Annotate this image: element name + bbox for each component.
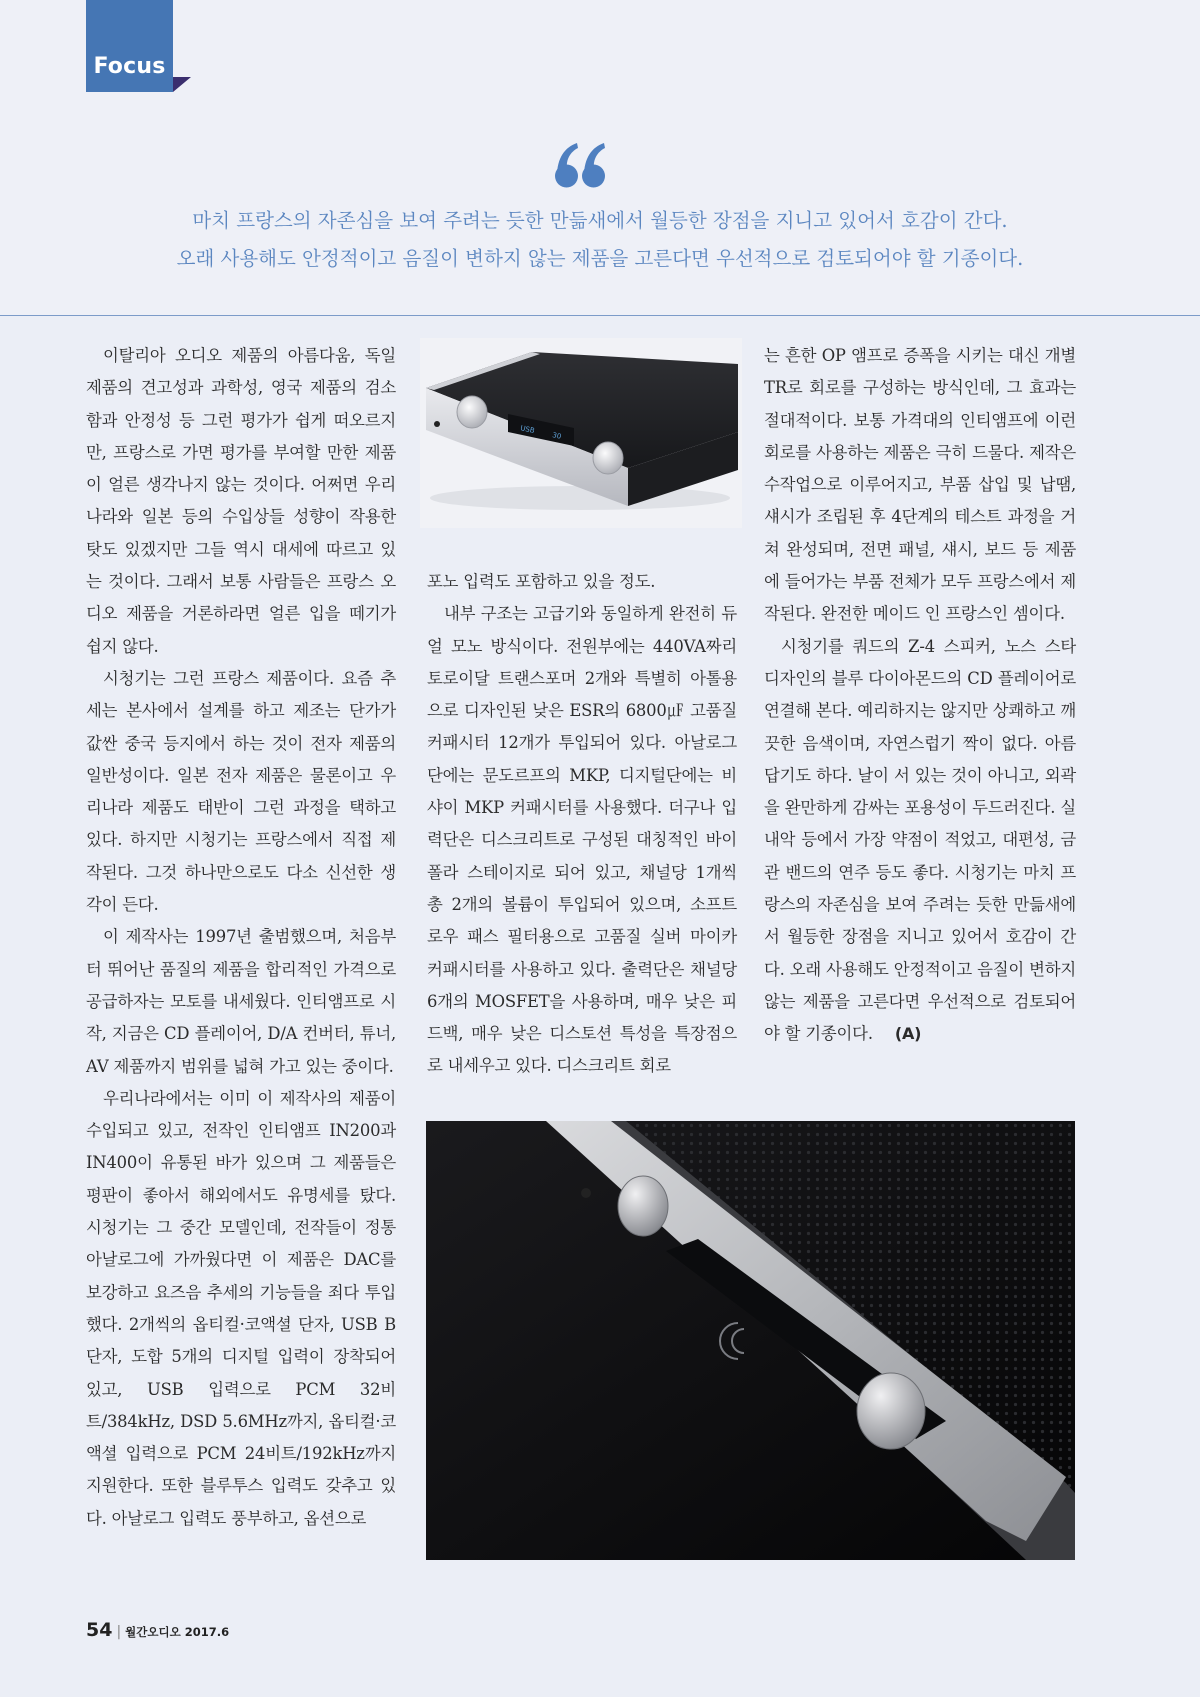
product-photo-bottom: [426, 1121, 1075, 1560]
paragraph: 포노 입력도 포함하고 있을 정도.: [427, 572, 656, 591]
display-left: USB: [519, 424, 536, 435]
section-tab-label: Focus: [93, 54, 166, 79]
product-photo-top: [420, 338, 742, 528]
quote-mark-icon: [555, 142, 605, 188]
section-tab-corner: [173, 77, 191, 92]
page-footer: [86, 1619, 229, 1641]
paragraph: 시청기는 그런 프랑스 제품이다. 요즘 추세는 본사에서 설계를 하고 제조는 단가가 값싼 중국 등지에서 하는 것이 전자 제품의 일반성이다. 일본 전자 제품은 물론이고 우리나라 제품도 태반이 그런 과정을 택하고 있다. 하지만 시청기는 프랑스에서 직접 제작된다. 그것 하나만으로도 다소 신선한 생각이 든다.: [86, 668, 396, 915]
section-tab: [86, 0, 173, 92]
paragraph: 이 제작사는 1997년 출범했으며, 처음부터 뛰어난 품질의 제품을 합리적인 가격으로 공급하자는 모토를 내세웠다. 인티앰프로 시작, 지금은 CD 플레이어, D/A 컨버터, 튜너, AV 제품까지 범위를 넓혀 가고 있는 중이다.: [86, 927, 396, 1076]
pull-quote-line-2: 오래 사용해도 안정적이고 음질이 변하지 않는 제품을 고른다면 우선적으로 검토되어야 할 기종이다.: [176, 247, 1024, 270]
paragraph: 는 흔한 OP 앰프로 증폭을 시키는 대신 개별 TR로 회로를 구성하는 방식인데, 그 효과는 절대적이다. 보통 가격대의 인티앰프에 이런 회로를 사용하는 제품은 극히 드물다. 제작은 수작업으로 이루어지고, 부품 삽입 및 납땜, 섀시가 조립된 후 4단계의 테스트 과정을 거쳐 완성되며, 전면 패널, 섀시, 보드 등 제품에 들어가는 부품 전체가 모두 프랑스에서 제작된다. 완전한 메이드 인 프랑스인 셈이다.: [764, 346, 1076, 624]
paragraph: 이탈리아 오디오 제품의 아름다움, 독일 제품의 견고성과 과학성, 영국 제품의 검소함과 안정성 등 그런 평가가 쉽게 떠오르지만, 프랑스로 가면 평가를 부여할 만한 제품이 얼른 생각나지 않는 것이다. 어쩌면 우리나라와 일본 등의 수입상들 성향이 작용한 탓도 있겠지만 그들 역시 대세에 따르고 있는 것이다. 그래서 보통 사람들은 프랑스 오디오 제품을 거론하라면 얼른 입을 떼기가 쉽지 않다.: [86, 346, 396, 656]
pull-quote-line-1: 마치 프랑스의 자존심을 보여 주려는 듯한 만듦새에서 월등한 장점을 지니고 있어서 호감이 간다.: [192, 209, 1008, 232]
paragraph: [764, 631, 1076, 1051]
display-right: 30: [551, 431, 562, 441]
article-column-1: [86, 340, 396, 1535]
end-mark-icon: (A): [894, 1024, 922, 1044]
pull-quote: [60, 202, 1140, 278]
page-number: 54: [86, 1619, 113, 1641]
paragraph-text: 시청기를 쿼드의 Z-4 스피커, 노스 스타 디자인의 블루 다이아몬드의 CD 플레이어로 연결해 본다. 예리하지는 않지만 상쾌하고 깨끗한 음색이며, 자연스럽기 짝이 없다. 아름답기도 하다. 날이 서 있는 것이 아니고, 외곽을 완만하게 감싸는 포용성이 두드러진다. 실내악 등에서 가장 약점이 적었고, 대편성, 금관 밴드의 연주 등도 좋다. 시청기는 마치 프랑스의 자존심을 보여 주려는 듯한 만듦새에서 월등한 장점을 지니고 있어서 호감이 간다. 오래 사용해도 안정적이고 음질이 변하지 않는 제품을 고른다면 우선적으로 검토되어야 할 기종이다.: [764, 636, 1076, 1044]
footer-separator: |: [116, 1624, 122, 1640]
article-column-2: [427, 566, 737, 1083]
paragraph: 우리나라에서는 이미 이 제작사의 제품이 수입되고 있고, 전작인 인티앰프 IN200과 IN400이 유통된 바가 있으며 그 제품들은 평판이 좋아서 해외에서도 유명세를 탔다. 시청기는 그 중간 모델인데, 전작들이 정통 아날로그에 가까웠다면 이 제품은 DAC를 보강하고 요즈음 추세의 기능들을 죄다 투입했다. 2개씩의 옵티컬·코액셜 단자, USB B 단자, 도합 5개의 디지털 입력이 장착되어 있고, USB 입력으로 PCM 32비트/384kHz, DSD 5.6MHz까지, 옵티컬·코액셜 입력으로 PCM 24비트/192kHz까지 지원한다. 또한 블루투스 입력도 갖추고 있다. 아날로그 입력도 풍부하고, 옵션으로: [86, 1088, 396, 1528]
paragraph: 내부 구조는 고급기와 동일하게 완전히 듀얼 모노 방식이다. 전원부에는 440VA짜리 토로이달 트랜스포머 2개와 특별히 아톨용으로 디자인된 낮은 ESR의 6800㎌ 고품질 커패시터 12개가 투입되어 있다. 아날로그단에는 문도르프의 MKP, 디지털단에는 비샤이 MKP 커패시터를 사용했다. 더구나 입력단은 디스크리트로 구성된 대칭적인 바이폴라 스테이지로 되어 있고, 채널당 1개씩 총 2개의 볼륨이 투입되어 있으며, 소프트 로우 패스 필터용으로 고품질 실버 마이카 커패시터를 사용하고 있다. 출력단은 채널당 6개의 MOSFET을 사용하며, 매우 낮은 피드백, 매우 낮은 디스토션 특성을 특장점으로 내세우고 있다. 디스크리트 회로: [427, 604, 737, 1076]
header-divider: [0, 315, 1200, 316]
magazine-issue: 월간오디오 2017.6: [125, 1625, 230, 1639]
article-column-3: [764, 340, 1076, 1051]
